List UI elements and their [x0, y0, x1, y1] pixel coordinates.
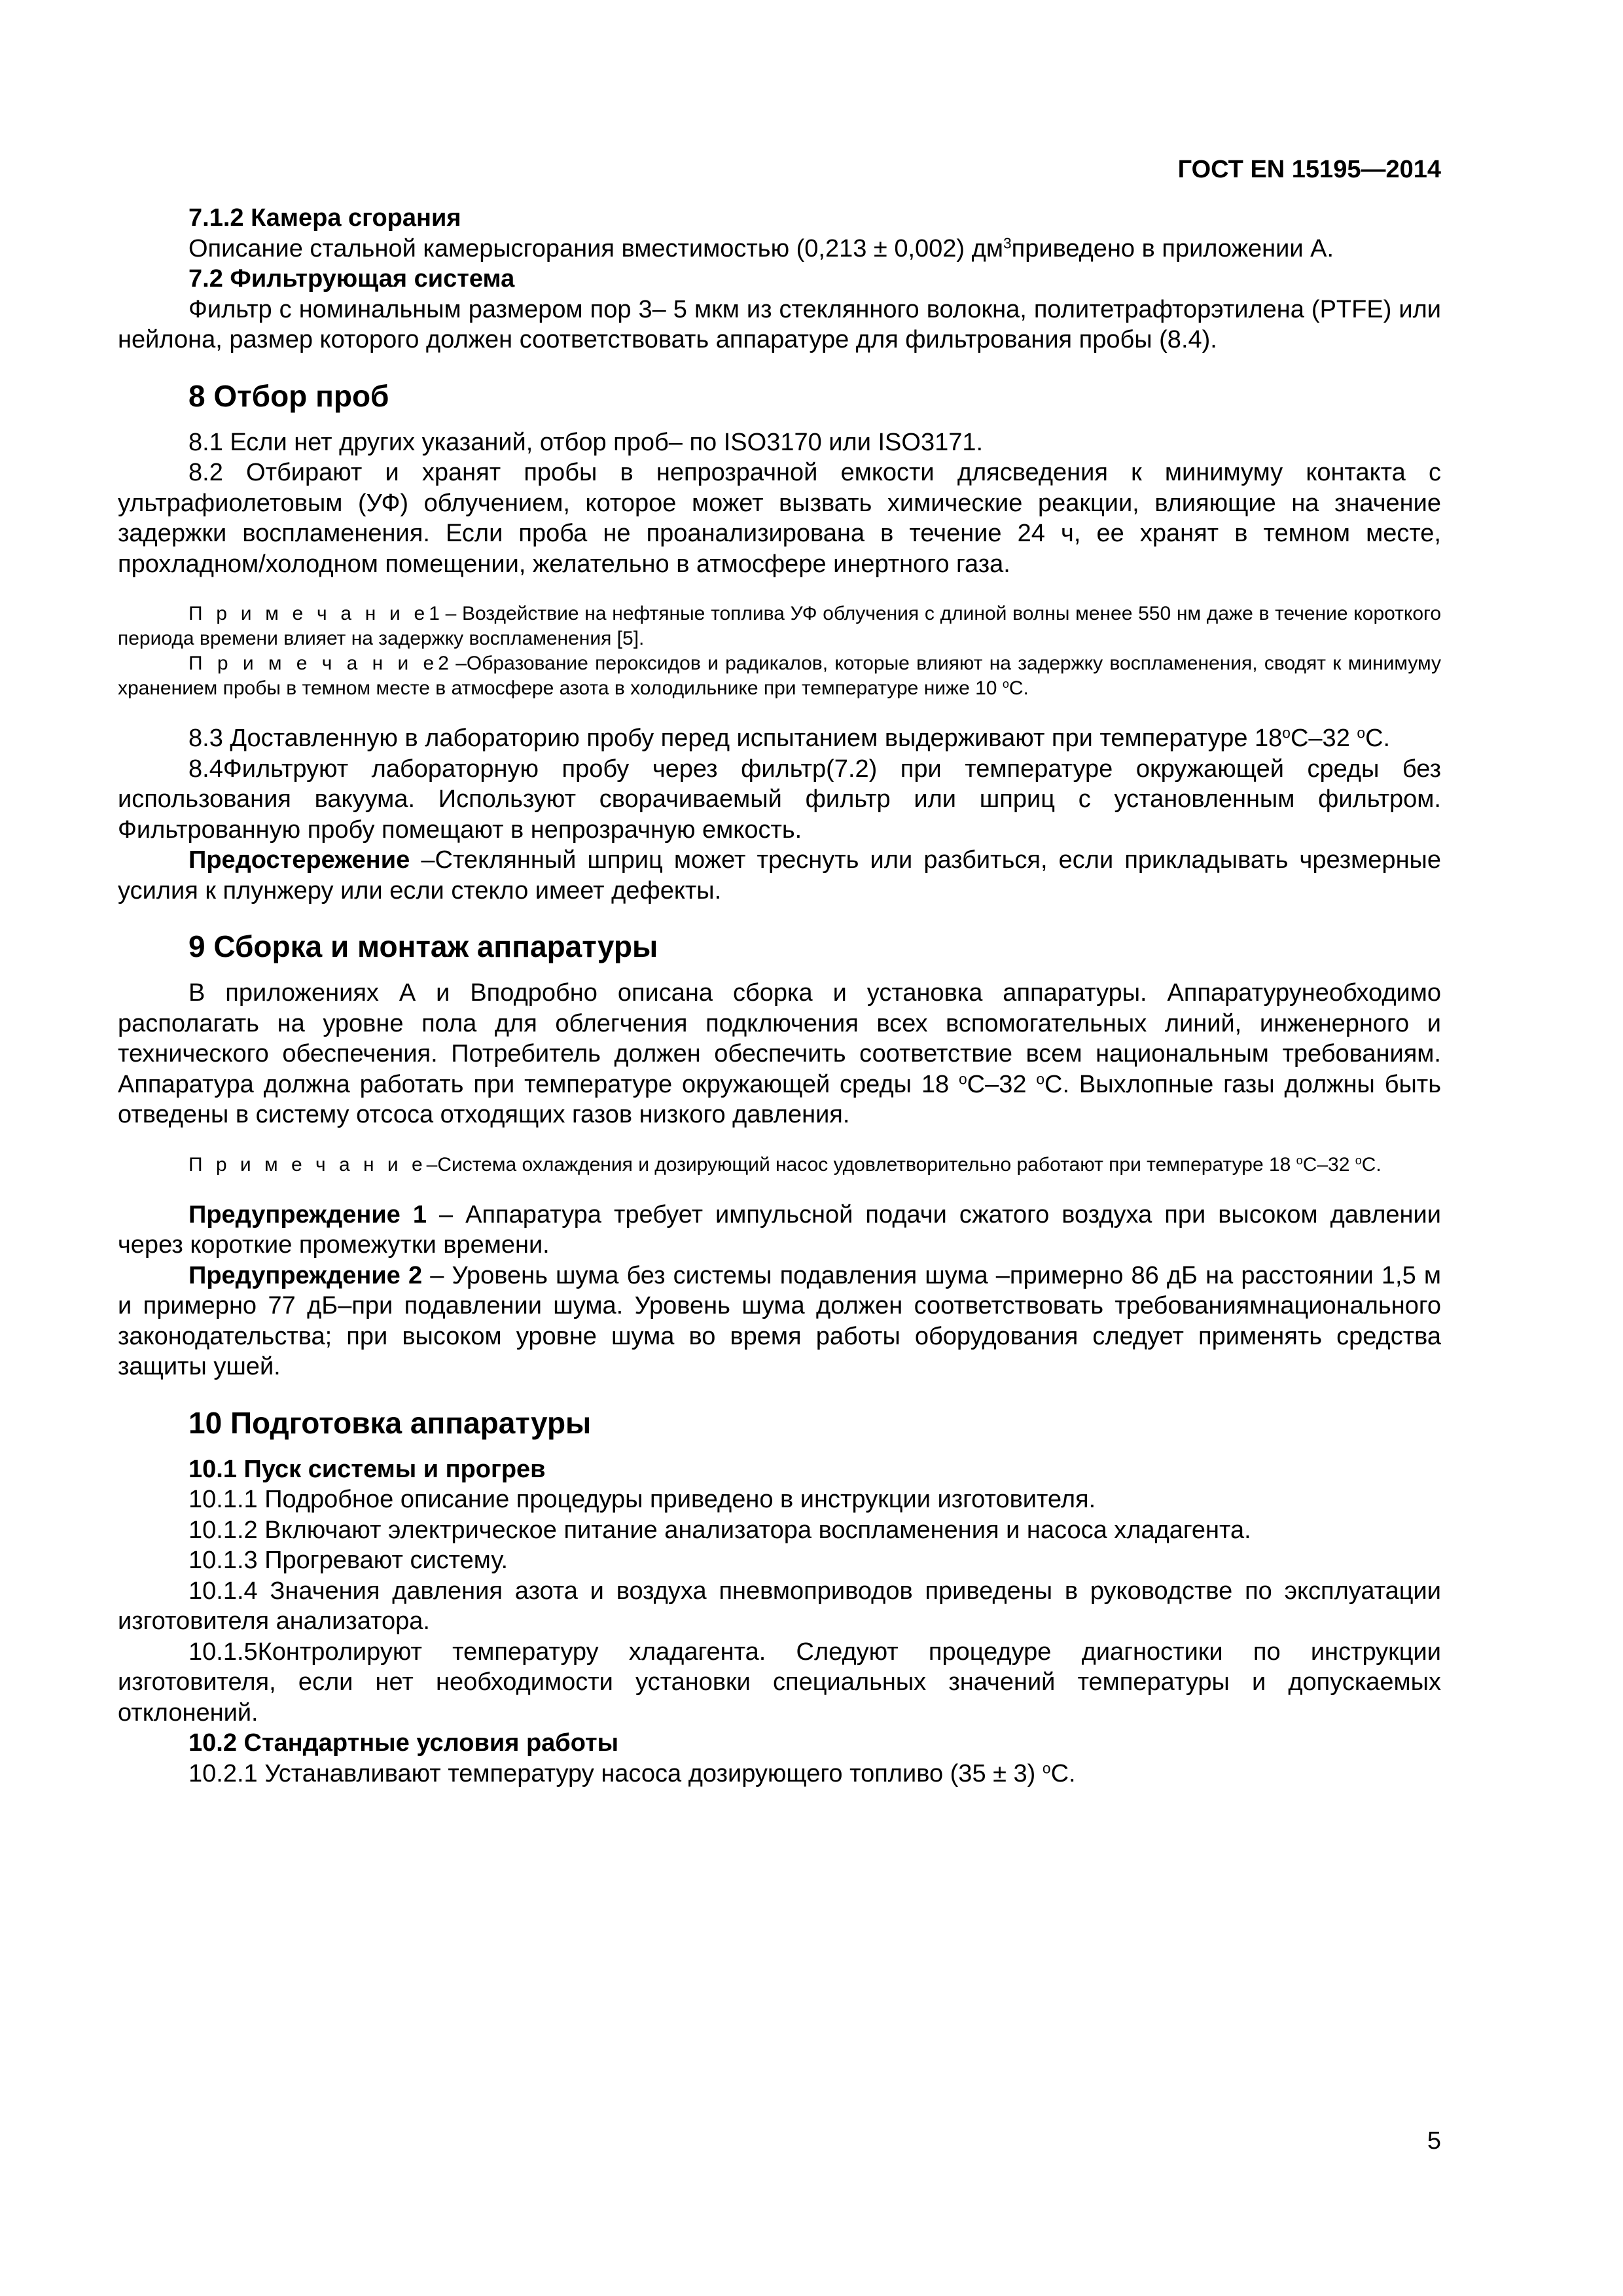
- paragraph-10-2-1: 10.2.1 Устанавливают температуру насоса дозирующего топливо (35 ± 3) $^о$С.: [188, 1759, 1076, 1787]
- page-body: [118, 203, 1441, 1789]
- paragraph-8-1: 8.1 Если нет других указаний, отбор проб– по ISO3170 или ISO3171.: [188, 428, 984, 456]
- section-10-1-heading: 10.1 Пуск системы и прогрев: [188, 1455, 546, 1483]
- warning-1: Предупреждение 1 – Аппаратура требует импульсной подачи сжатого воздуха при высоком давлении через короткие промежутки времени.: [118, 1200, 1441, 1259]
- note-8-2: П р и м е ч а н и е2 –Образование пероксидов и радикалов, которые влияют на задержку воспламенения, сводят к минимуму хранением пробы в темном месте в атмосфере азота в холодильнике при температуре ниже 10 $^о$С.: [118, 653, 1441, 699]
- section-7-1-2-text: Описание стальной камерысгорания вместимостью (0,213 ± 0,002) $дм^3приведено$ в приложении А.: [188, 234, 1334, 262]
- paragraph-8-4: 8.4Фильтруют лабораторную пробу через фильтр(7.2) при температуре окружающей среды без использования вакуума. Используют сворачиваемый фильтр или шприц с установленным фильтром. Фильтрованную пробу помещают в непрозрачную емкость.: [118, 755, 1441, 844]
- document-code-header: ГОСТ EN 15195—2014: [1177, 156, 1441, 183]
- section-7-1-2-heading: 7.1.2 Камера сгорания: [188, 204, 461, 232]
- section-10-title: 10 Подготовка аппаратуры: [188, 1405, 592, 1440]
- section-8-title: 8 Отбор проб: [188, 378, 389, 413]
- note-8-1: П р и м е ч а н и е1 – Воздействие на нефтяные топлива УФ облучения с длиной волны менее 550 нм даже в течение короткого периода времени влияет на задержку воспламенения [5].: [118, 603, 1442, 649]
- section-10-2-heading: 10.2 Стандартные условия работы: [188, 1729, 619, 1757]
- note-9: П р и м е ч а н и е–Система охлаждения и дозирующий насос удовлетворительно работают при температуре 18 $^о$С–32 $^о$С.: [188, 1153, 1382, 1175]
- caution-paragraph: Предостережение –Стеклянный шприц может треснуть или разбиться, если прикладывать чрезмерные усилия к плунжеру или если стекло имеет дефекты.: [118, 846, 1441, 905]
- paragraph-8-3: 8.3 Доставленную в лабораторию пробу перед испытанием выдерживают при температуре $18^оС-32$ $^о$С.: [188, 724, 1391, 752]
- section-9-title: 9 Сборка и монтаж аппаратуры: [188, 929, 658, 963]
- page-number: 5: [1427, 2127, 1441, 2155]
- section-7-2-heading: 7.2 Фильтрующая система: [188, 265, 515, 293]
- paragraph-10-1-4: 10.1.4 Значения давления азота и воздуха пневмоприводов приведены в руководстве по эксплуатации изготовителя анализатора.: [118, 1577, 1441, 1635]
- section-7-2-text: Фильтр с номинальным размером пор 3– 5 мкм из стеклянного волокна, политетрафторэтилена (PTFE) или нейлона, размер которого должен соответствовать аппаратуре для фильтрования пробы (8.4).: [118, 295, 1441, 353]
- paragraph-9: В приложениях А и Вподробно описана сборка и установка аппаратуры. Аппаратурунеобходимо располагать на уровне пола для облегчения подключения всех вспомогательных линий, инженерного и технического обеспечения. Потребитель должен обеспечить соответствие всем национальным требованиям. Аппаратура должна работать при температуре окружающей среды 18 $^о$С–32 $^о$С. Выхлопные газы должны быть отведены в систему отсоса отходящих газов низкого давления.: [118, 979, 1442, 1128]
- paragraph-8-2: 8.2 Отбирают и хранят пробы в непрозрачной емкости длясведения к минимуму контакта с ультрафиолетовым (УФ) облучением, которое может вызвать химические реакции, влияющие на значение задержки воспламенения. Если проба не проанализирована в течение 24 ч, ее хранят в темном месте, прохладном/холодном помещении, желательно в атмосфере инертного газа.: [118, 459, 1441, 578]
- paragraph-10-1-3: 10.1.3 Прогревают систему.: [188, 1547, 508, 1574]
- warning-2: Предупреждение 2 – Уровень шума без системы подавления шума –примерно 86 дБ на расстоянии 1,5 м и примерно 77 дБ–при подавлении шума. Уровень шума должен соответствовать требованиямнационального законодательства; при высоком уровне шума во время работы оборудования следует применять средства защиты ушей.: [118, 1261, 1441, 1380]
- paragraph-10-1-5: 10.1.5Контролируют температуру хладагента. Следуют процедуре диагностики по инструкции изготовителя, если нет необходимости установки специальных значений температуры и допускаемых отклонений.: [118, 1638, 1441, 1727]
- paragraph-10-1-1: 10.1.1 Подробное описание процедуры приведено в инструкции изготовителя.: [188, 1486, 1096, 1513]
- paragraph-10-1-2: 10.1.2 Включают электрическое питание анализатора воспламенения и насоса хладагента.: [188, 1516, 1251, 1544]
